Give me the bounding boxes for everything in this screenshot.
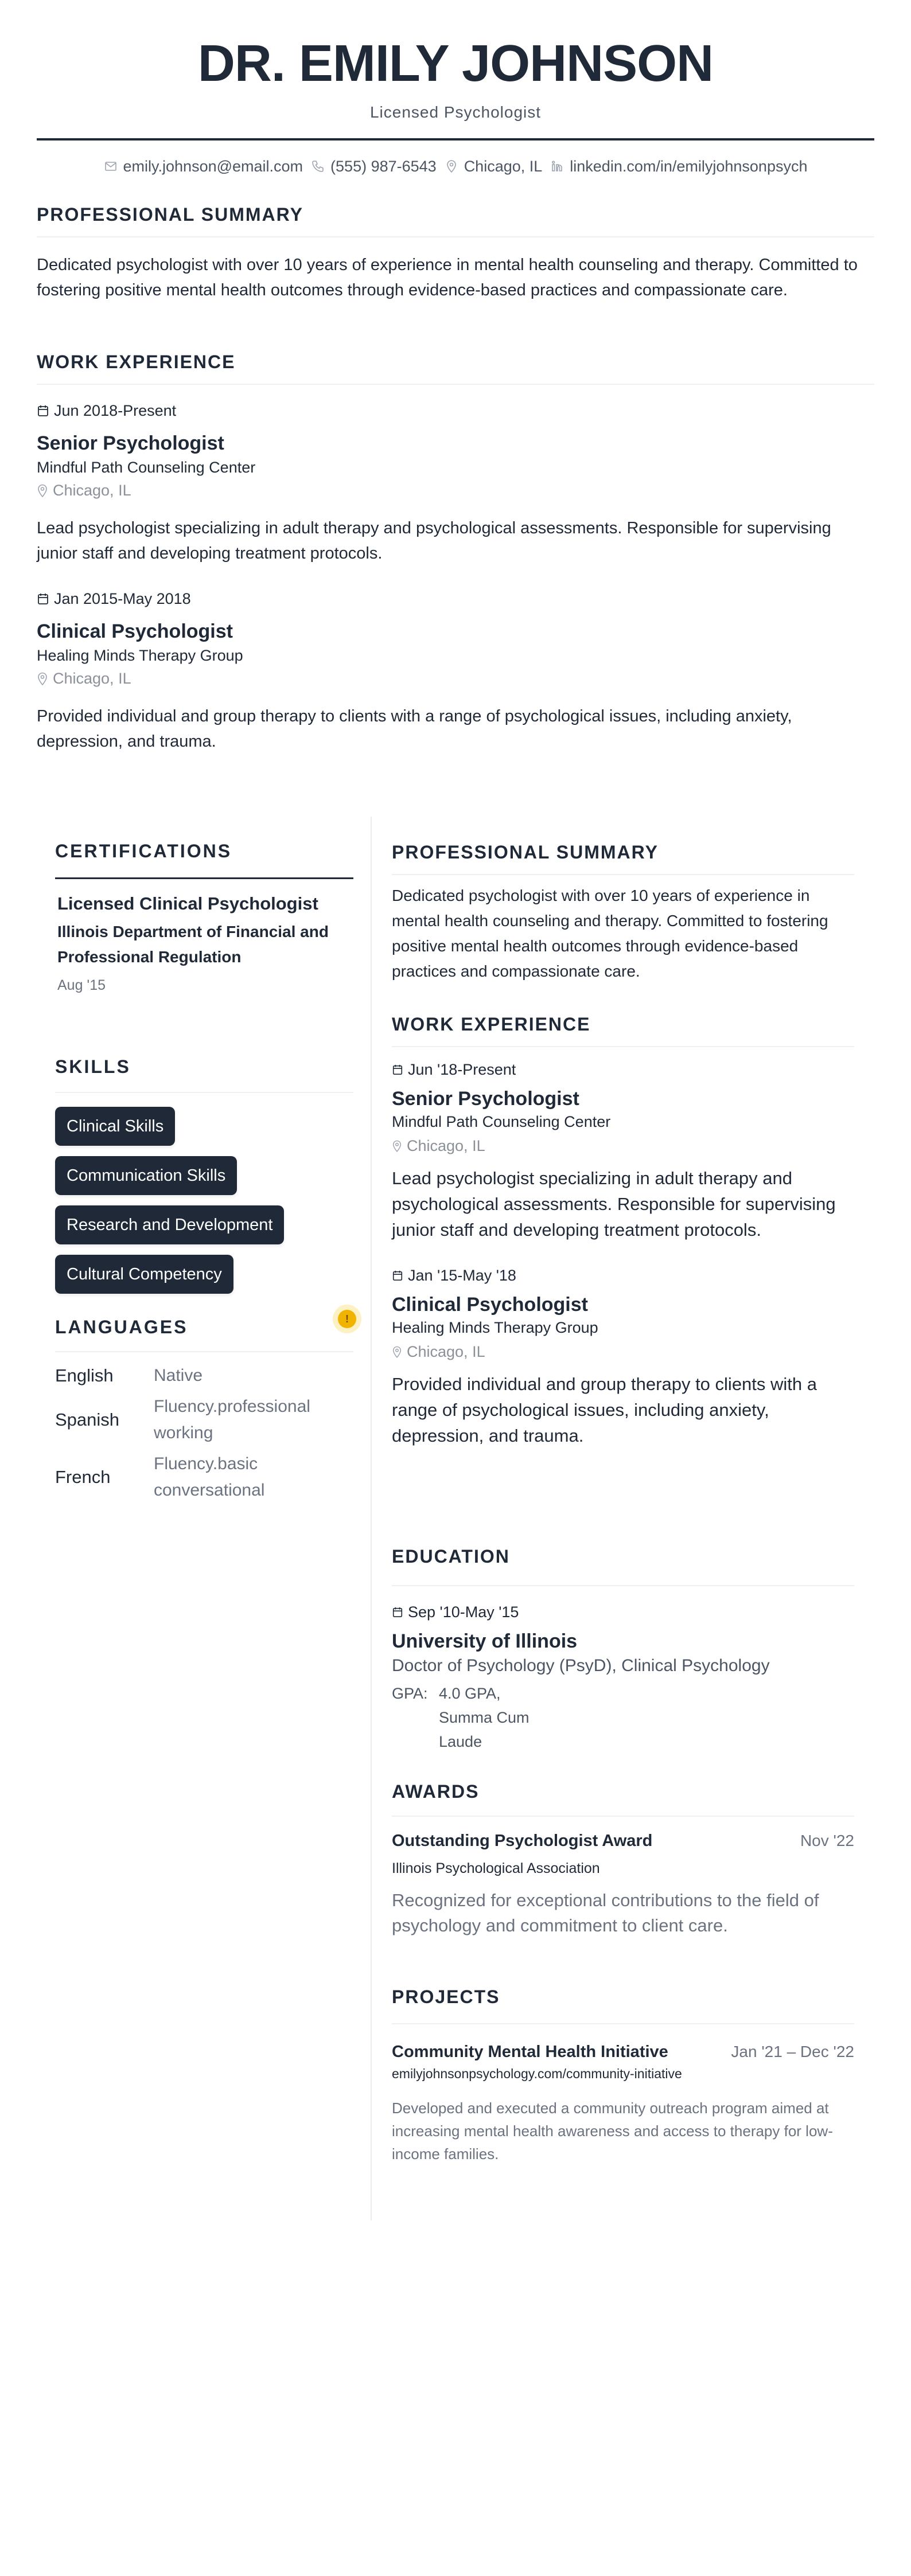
- job-location: [37, 668, 874, 689]
- job-company: Mindful Path Counseling Center: [392, 1113, 611, 1130]
- map-pin-icon: [392, 1139, 402, 1153]
- section-divider: [392, 1816, 854, 1817]
- job-dates-text: Jan '15-May '18: [408, 1267, 516, 1284]
- language-list: [55, 1363, 353, 1504]
- job-description: Provided individual and group therapy to clients with a range of psychological issues, including anxiety, depression, and trauma.: [37, 707, 792, 751]
- job-location-text: Chicago, IL: [53, 482, 131, 499]
- summary-text: Dedicated psychologist with over 10 years of experience in mental health counseling and therapy. Committed to fostering positive mental health outcomes through evidence-based practices and compassionate care.: [37, 256, 858, 299]
- project-link[interactable]: emilyjohnsonpsychology.com/community-initiative: [392, 2066, 682, 2081]
- map-pin-icon: [37, 671, 48, 686]
- education-school: University of Illinois: [392, 1630, 578, 1652]
- education-gpa: [392, 1681, 854, 1754]
- certification-date: Aug '15: [57, 977, 106, 993]
- award-entry: [392, 1829, 854, 1938]
- language-name: English: [55, 1365, 114, 1385]
- job-company: Mindful Path Counseling Center: [37, 459, 256, 476]
- job-title: Clinical Psychologist: [37, 620, 233, 642]
- education-degree: Doctor of Psychology (PsyD), Clinical Psychology: [392, 1656, 770, 1675]
- contact-email-text: emily.johnson@email.com: [123, 158, 303, 175]
- skill-list: [55, 1107, 353, 1294]
- calendar-icon: [392, 1269, 403, 1282]
- section-divider: [392, 2023, 854, 2024]
- mail-icon: [104, 159, 118, 173]
- project-title: Community Mental Health Initiative: [392, 2043, 668, 2061]
- calendar-icon: [392, 1063, 403, 1076]
- contact-location-text: Chicago, IL: [464, 158, 543, 175]
- phone-icon: [311, 159, 325, 173]
- map-pin-icon: [445, 159, 458, 173]
- project-date: Jan '21 – Dec '22: [731, 2043, 854, 2060]
- job-location: [392, 1135, 854, 1156]
- summary-text: Dedicated psychologist with over 10 years of experience in mental health counseling and therapy. Committed to fostering positive mental health outcomes through evidence-based practices and compassionate care.: [392, 887, 828, 980]
- award-header: [392, 1829, 854, 1852]
- certification-item: [55, 892, 353, 995]
- job-description: Provided individual and group therapy to clients with a range of psychological issues, including anxiety, depression, and trauma.: [392, 1374, 817, 1446]
- section-title-summary: PROFESSIONAL SUMMARY: [392, 842, 659, 862]
- awards-section: [392, 1780, 854, 1938]
- job-dates-text: Jun '18-Present: [408, 1061, 516, 1078]
- job-title: Senior Psychologist: [37, 432, 224, 454]
- section-divider: [392, 1046, 854, 1047]
- section-title-languages: LANGUAGES: [55, 1317, 188, 1337]
- gpa-value: 4.0 GPA, Summa Cum Laude: [439, 1685, 530, 1750]
- education-section: [392, 1545, 854, 1754]
- award-organization: Illinois Psychological Association: [392, 1860, 600, 1876]
- award-date: Nov '22: [800, 1832, 854, 1849]
- certification-issuer: Illinois Department of Financial and Professional Regulation: [57, 923, 329, 966]
- language-name: French: [55, 1467, 111, 1487]
- section-title-skills: SKILLS: [55, 1056, 131, 1077]
- contact-location: [445, 156, 543, 177]
- language-name: Spanish: [55, 1410, 120, 1430]
- section-divider: [55, 1092, 353, 1093]
- gpa-label: GPA:: [392, 1685, 428, 1702]
- job-entry: [392, 1266, 854, 1449]
- job-location: [392, 1341, 854, 1362]
- job-dates: [392, 1060, 854, 1079]
- job-dates: [37, 589, 874, 608]
- job-company: Healing Minds Therapy Group: [37, 647, 243, 664]
- map-pin-icon: [37, 483, 48, 498]
- contact-phone-text: (555) 987-6543: [330, 158, 437, 175]
- education-dates-text: Sep '10-May '15: [408, 1603, 519, 1621]
- section-title-experience: WORK EXPERIENCE: [37, 352, 236, 372]
- job-dates-text: Jan 2015-May 2018: [54, 590, 191, 607]
- language-row: [55, 1451, 353, 1504]
- language-level: Fluency.professional working: [154, 1397, 310, 1442]
- section-divider: [55, 1351, 353, 1352]
- language-row: [55, 1363, 353, 1389]
- education-entry: [392, 1602, 854, 1754]
- calendar-icon: [392, 1605, 403, 1619]
- section-divider: [392, 1585, 854, 1586]
- contact-row: [37, 156, 874, 177]
- linkedin-icon: [550, 159, 564, 173]
- language-level: Native: [154, 1366, 203, 1385]
- section-title-projects: PROJECTS: [392, 1986, 500, 2007]
- job-title: Clinical Psychologist: [392, 1294, 588, 1316]
- job-title: Senior Psychologist: [392, 1088, 579, 1110]
- top-experience-section: [37, 350, 874, 754]
- contact-linkedin-text: linkedin.com/in/emilyjohnsonpsych: [570, 158, 808, 175]
- job-description: Lead psychologist specializing in adult therapy and psychological assessments. Responsible for supervising junior staff and developing treatment protocols.: [37, 519, 831, 563]
- column-divider: [371, 817, 372, 2220]
- language-row: [55, 1394, 353, 1446]
- job-dates: [392, 1266, 854, 1285]
- job-location: [37, 480, 874, 501]
- certifications-section: [55, 840, 353, 995]
- skill-tag: Clinical Skills: [55, 1107, 175, 1146]
- job-dates-text: Jun 2018-Present: [54, 402, 177, 419]
- section-divider: [37, 236, 874, 237]
- contact-email[interactable]: [104, 156, 303, 177]
- project-header: [392, 2040, 854, 2063]
- award-title: Outstanding Psychologist Award: [392, 1832, 653, 1850]
- header-divider: [37, 138, 874, 140]
- warning-badge[interactable]: [333, 1305, 361, 1333]
- section-divider: [392, 874, 854, 875]
- education-dates: [392, 1602, 854, 1622]
- skill-tag: Research and Development: [55, 1205, 284, 1244]
- skill-tag: Cultural Competency: [55, 1255, 233, 1294]
- job-dates: [37, 401, 874, 420]
- job-entry: [37, 401, 874, 566]
- top-summary-section: [37, 203, 874, 303]
- section-title-summary: PROFESSIONAL SUMMARY: [37, 204, 303, 225]
- languages-section: [55, 1316, 353, 1504]
- section-title-education: EDUCATION: [392, 1546, 510, 1567]
- calendar-icon: [37, 404, 49, 417]
- skills-section: [55, 1055, 353, 1294]
- job-entry: [37, 589, 874, 754]
- projects-section: [392, 1985, 854, 2165]
- job-location-text: Chicago, IL: [407, 1343, 485, 1360]
- job-company: Healing Minds Therapy Group: [392, 1319, 598, 1336]
- contact-linkedin[interactable]: [550, 156, 807, 177]
- project-entry: [392, 2040, 854, 2165]
- section-divider: [37, 384, 874, 385]
- section-title-experience: WORK EXPERIENCE: [392, 1014, 591, 1035]
- section-title-awards: AWARDS: [392, 1781, 480, 1802]
- calendar-icon: [37, 592, 49, 606]
- award-description: Recognized for exceptional contributions to the field of psychology and commitment to client care.: [392, 1890, 819, 1935]
- skill-tag: Communication Skills: [55, 1156, 237, 1195]
- warning-icon: !: [338, 1310, 356, 1328]
- certification-name: Licensed Clinical Psychologist: [57, 893, 318, 914]
- map-pin-icon: [392, 1345, 402, 1359]
- right-summary-section: [392, 841, 854, 984]
- section-divider: [55, 877, 353, 879]
- job-location-text: Chicago, IL: [53, 670, 131, 687]
- job-entry: [392, 1060, 854, 1243]
- candidate-title: Licensed Psychologist: [369, 103, 542, 121]
- contact-phone[interactable]: [311, 156, 437, 177]
- job-description: Lead psychologist specializing in adult therapy and psychological assessments. Responsible for supervising junior staff and developing treatment protocols.: [392, 1168, 836, 1240]
- language-level: Fluency.basic conversational: [154, 1454, 265, 1500]
- project-description: Developed and executed a community outreach program aimed at increasing mental health awareness and access to therapy for low-income families.: [392, 2099, 833, 2163]
- job-location-text: Chicago, IL: [407, 1137, 485, 1154]
- right-experience-section: [392, 1013, 854, 1449]
- candidate-name: DR. EMILY JOHNSON: [197, 35, 714, 92]
- section-title-certifications: CERTIFICATIONS: [55, 841, 232, 861]
